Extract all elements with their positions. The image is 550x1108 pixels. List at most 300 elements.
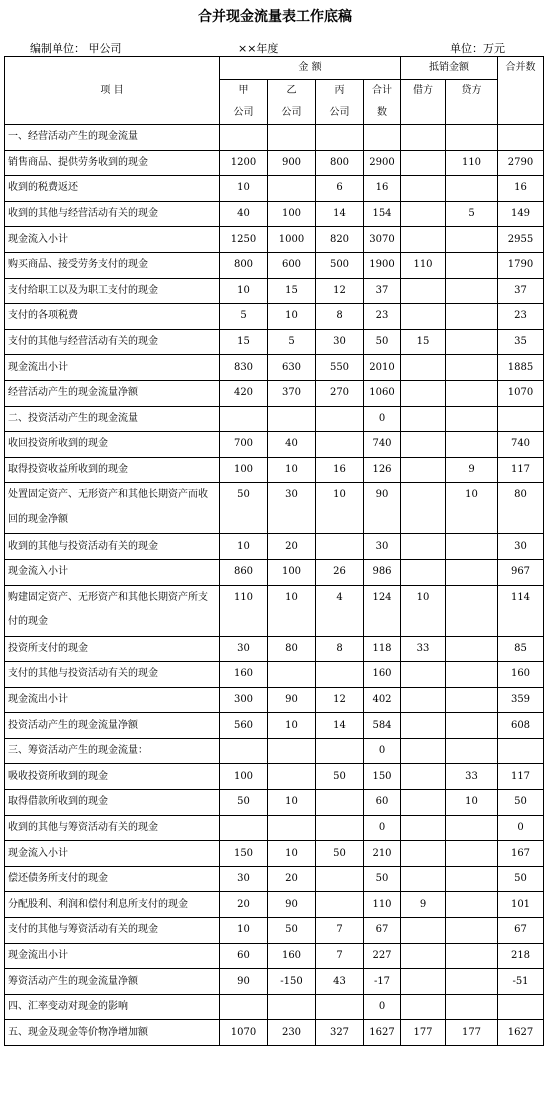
table-row: [5, 150, 544, 176]
table-row: [5, 559, 544, 585]
table-row: [5, 252, 544, 278]
table-row: [5, 278, 544, 304]
header-bing-sub: 公司: [316, 102, 364, 125]
table-row: [5, 994, 544, 1020]
cell-jia: 10: [220, 918, 268, 944]
cell-yi: 630: [268, 355, 316, 381]
cell-credit: [446, 969, 498, 995]
cell-consolidated: 80: [498, 483, 544, 534]
cell-total: 60: [364, 790, 401, 816]
cell-total: 90: [364, 483, 401, 534]
header-debit: 借方: [401, 80, 446, 125]
cell-jia: 110: [220, 585, 268, 636]
cell-yi: 20: [268, 866, 316, 892]
cell-yi: 10: [268, 790, 316, 816]
cell-total: 1900: [364, 252, 401, 278]
row-label: 收到的其他与投资活动有关的现金: [5, 534, 220, 560]
cell-yi: [268, 125, 316, 151]
cell-consolidated: 1790: [498, 252, 544, 278]
cell-debit: [401, 176, 446, 202]
cell-credit: [446, 815, 498, 841]
row-label: 现金流出小计: [5, 355, 220, 381]
cell-jia: 20: [220, 892, 268, 918]
cell-yi: 600: [268, 252, 316, 278]
cell-debit: [401, 662, 446, 688]
cell-bing: [316, 866, 364, 892]
cell-jia: 50: [220, 790, 268, 816]
cell-credit: [446, 380, 498, 406]
row-label: 投资所支付的现金: [5, 636, 220, 662]
cell-bing: 800: [316, 150, 364, 176]
cell-bing: 7: [316, 943, 364, 969]
cell-consolidated: 30: [498, 534, 544, 560]
header-yi-sub: 公司: [268, 102, 316, 125]
cell-jia: 30: [220, 636, 268, 662]
cell-yi: [268, 764, 316, 790]
table-row: [5, 713, 544, 739]
cell-yi: 5: [268, 329, 316, 355]
cell-debit: [401, 201, 446, 227]
table-row: [5, 969, 544, 995]
row-label: 分配股利、利润和偿付利息所支付的现金: [5, 892, 220, 918]
row-label: 一、经营活动产生的现金流量: [5, 125, 220, 151]
row-label: 三、筹资活动产生的现金流量：: [5, 738, 220, 764]
cell-credit: [446, 892, 498, 918]
header-consolidated: 合并数: [498, 57, 544, 125]
cell-jia: 5: [220, 304, 268, 330]
cell-bing: 50: [316, 841, 364, 867]
cell-yi: 20: [268, 534, 316, 560]
cell-debit: [401, 764, 446, 790]
cell-total: 110: [364, 892, 401, 918]
cell-total: 1627: [364, 1020, 401, 1046]
cell-total: 0: [364, 815, 401, 841]
cell-jia: 15: [220, 329, 268, 355]
cell-jia: 420: [220, 380, 268, 406]
cell-yi: 10: [268, 585, 316, 636]
cell-debit: [401, 790, 446, 816]
cell-bing: 8: [316, 304, 364, 330]
cell-debit: 33: [401, 636, 446, 662]
cell-bing: 50: [316, 764, 364, 790]
cell-yi: 10: [268, 841, 316, 867]
cell-credit: [446, 252, 498, 278]
cell-jia: 50: [220, 483, 268, 534]
cell-total: 23: [364, 304, 401, 330]
cell-bing: 500: [316, 252, 364, 278]
header-yi: 乙: [268, 80, 316, 103]
row-label: 购建固定资产、无形资产和其他长期资产所支付的现金: [5, 585, 220, 636]
cell-yi: 90: [268, 892, 316, 918]
cell-jia: 10: [220, 176, 268, 202]
cell-jia: 1070: [220, 1020, 268, 1046]
cell-jia: 860: [220, 559, 268, 585]
cell-yi: 230: [268, 1020, 316, 1046]
cell-consolidated: 167: [498, 841, 544, 867]
cell-consolidated: 160: [498, 662, 544, 688]
row-label: 取得投资收益所收到的现金: [5, 457, 220, 483]
row-label: 四、汇率变动对现金的影响: [5, 994, 220, 1020]
cell-yi: 90: [268, 687, 316, 713]
cell-consolidated: 0: [498, 815, 544, 841]
cell-debit: [401, 432, 446, 458]
row-label: 收到的其他与经营活动有关的现金: [5, 201, 220, 227]
cell-total: 986: [364, 559, 401, 585]
cell-consolidated: 2790: [498, 150, 544, 176]
row-label: 支付的其他与经营活动有关的现金: [5, 329, 220, 355]
cell-consolidated: 967: [498, 559, 544, 585]
cell-credit: [446, 125, 498, 151]
cell-total: 1060: [364, 380, 401, 406]
cell-debit: [401, 355, 446, 381]
cell-consolidated: 359: [498, 687, 544, 713]
cell-jia: 10: [220, 278, 268, 304]
cell-bing: 14: [316, 201, 364, 227]
cell-debit: [401, 227, 446, 253]
cell-debit: [401, 815, 446, 841]
cell-yi: [268, 994, 316, 1020]
cell-credit: [446, 406, 498, 432]
cell-debit: [401, 534, 446, 560]
cell-consolidated: 149: [498, 201, 544, 227]
cell-bing: 550: [316, 355, 364, 381]
cell-jia: 300: [220, 687, 268, 713]
cell-debit: 177: [401, 1020, 446, 1046]
cell-yi: 370: [268, 380, 316, 406]
cell-debit: [401, 125, 446, 151]
cell-jia: 560: [220, 713, 268, 739]
cell-credit: [446, 534, 498, 560]
cell-total: 0: [364, 406, 401, 432]
header-amount-group: 金 额: [220, 57, 401, 80]
cell-bing: 12: [316, 278, 364, 304]
cell-total: 124: [364, 585, 401, 636]
cell-jia: 100: [220, 457, 268, 483]
cell-debit: [401, 918, 446, 944]
row-label: 经营活动产生的现金流量净额: [5, 380, 220, 406]
cell-debit: [401, 866, 446, 892]
cell-credit: 9: [446, 457, 498, 483]
cell-yi: 1000: [268, 227, 316, 253]
table-row: [5, 432, 544, 458]
cell-total: 126: [364, 457, 401, 483]
cell-jia: 10: [220, 534, 268, 560]
row-label: 购买商品、接受劳务支付的现金: [5, 252, 220, 278]
cell-jia: [220, 815, 268, 841]
cell-yi: 40: [268, 432, 316, 458]
cell-bing: 4: [316, 585, 364, 636]
cell-consolidated: 23: [498, 304, 544, 330]
cell-bing: 16: [316, 457, 364, 483]
cell-debit: 9: [401, 892, 446, 918]
cell-yi: [268, 738, 316, 764]
row-label: 偿还债务所支付的现金: [5, 866, 220, 892]
cash-flow-worksheet-table: [4, 56, 544, 1046]
cell-bing: [316, 815, 364, 841]
cell-consolidated: 37: [498, 278, 544, 304]
row-label: 五、现金及现金等价物净增加额: [5, 1020, 220, 1046]
table-row: [5, 687, 544, 713]
table-row: [5, 636, 544, 662]
cell-credit: [446, 176, 498, 202]
cell-total: 154: [364, 201, 401, 227]
cell-bing: 10: [316, 483, 364, 534]
cell-consolidated: [498, 738, 544, 764]
cell-credit: [446, 841, 498, 867]
table-row: [5, 227, 544, 253]
row-label: 二、投资活动产生的现金流量: [5, 406, 220, 432]
cell-debit: 10: [401, 585, 446, 636]
cell-total: 3070: [364, 227, 401, 253]
cell-total: 2010: [364, 355, 401, 381]
cell-bing: [316, 662, 364, 688]
cell-consolidated: 85: [498, 636, 544, 662]
cell-bing: 30: [316, 329, 364, 355]
cell-yi: [268, 406, 316, 432]
table-row: [5, 483, 544, 534]
table-row: [5, 866, 544, 892]
cell-jia: 830: [220, 355, 268, 381]
cell-bing: 820: [316, 227, 364, 253]
cell-total: 0: [364, 738, 401, 764]
cell-debit: [401, 457, 446, 483]
cell-consolidated: 117: [498, 764, 544, 790]
page-title: 合并现金流量表工作底稿: [198, 9, 352, 25]
cell-consolidated: 2955: [498, 227, 544, 253]
cell-total: 160: [364, 662, 401, 688]
cell-total: 50: [364, 329, 401, 355]
table-row: [5, 201, 544, 227]
header-total-sub: 数: [364, 102, 401, 125]
cell-consolidated: 16: [498, 176, 544, 202]
cell-bing: 26: [316, 559, 364, 585]
cell-yi: 100: [268, 559, 316, 585]
cell-total: 37: [364, 278, 401, 304]
row-label: 吸收投资所收到的现金: [5, 764, 220, 790]
cell-bing: 12: [316, 687, 364, 713]
cell-bing: 7: [316, 918, 364, 944]
table-row: [5, 585, 544, 636]
cell-credit: [446, 713, 498, 739]
table-row: [5, 176, 544, 202]
cell-debit: [401, 483, 446, 534]
cell-consolidated: [498, 994, 544, 1020]
table-row: [5, 329, 544, 355]
cell-consolidated: 1070: [498, 380, 544, 406]
row-label: 收回投资所收到的现金: [5, 432, 220, 458]
row-label: 现金流出小计: [5, 943, 220, 969]
cell-yi: 900: [268, 150, 316, 176]
cell-jia: [220, 406, 268, 432]
table-row: [5, 943, 544, 969]
cell-bing: [316, 432, 364, 458]
cell-jia: 30: [220, 866, 268, 892]
cell-bing: 43: [316, 969, 364, 995]
row-label: 支付的其他与筹资活动有关的现金: [5, 918, 220, 944]
header-bing: 丙: [316, 80, 364, 103]
cell-bing: 327: [316, 1020, 364, 1046]
cell-bing: 6: [316, 176, 364, 202]
cell-debit: [401, 994, 446, 1020]
cell-consolidated: 67: [498, 918, 544, 944]
cell-credit: [446, 585, 498, 636]
table-row: [5, 457, 544, 483]
cell-consolidated: [498, 125, 544, 151]
table-row: [5, 380, 544, 406]
cell-jia: [220, 125, 268, 151]
cell-yi: 30: [268, 483, 316, 534]
cell-consolidated: 740: [498, 432, 544, 458]
cell-credit: [446, 943, 498, 969]
row-label: 现金流出小计: [5, 687, 220, 713]
row-label: 支付的其他与投资活动有关的现金: [5, 662, 220, 688]
cell-credit: 10: [446, 483, 498, 534]
cell-total: 227: [364, 943, 401, 969]
cell-consolidated: 114: [498, 585, 544, 636]
cell-debit: [401, 713, 446, 739]
cell-credit: [446, 559, 498, 585]
row-label: 收到的税费返还: [5, 176, 220, 202]
cell-credit: [446, 662, 498, 688]
cell-bing: [316, 534, 364, 560]
table-row: [5, 892, 544, 918]
cell-total: 30: [364, 534, 401, 560]
cell-yi: 15: [268, 278, 316, 304]
table-row: [5, 918, 544, 944]
cell-jia: 800: [220, 252, 268, 278]
row-label: 处置固定资产、无形资产和其他长期资产而收回的现金净额: [5, 483, 220, 534]
cell-yi: 10: [268, 457, 316, 483]
header-item: 项 目: [5, 57, 220, 125]
cell-credit: [446, 227, 498, 253]
cell-debit: [401, 687, 446, 713]
cell-yi: [268, 662, 316, 688]
cell-consolidated: 50: [498, 866, 544, 892]
cell-yi: [268, 176, 316, 202]
cell-credit: 10: [446, 790, 498, 816]
row-label: 投资活动产生的现金流量净额: [5, 713, 220, 739]
cell-total: 16: [364, 176, 401, 202]
header-total: 合计: [364, 80, 401, 103]
cell-yi: 10: [268, 304, 316, 330]
cell-jia: 100: [220, 764, 268, 790]
row-label: 支付的各项税费: [5, 304, 220, 330]
cell-consolidated: 1885: [498, 355, 544, 381]
cell-credit: 33: [446, 764, 498, 790]
row-label: 支付给职工以及为职工支付的现金: [5, 278, 220, 304]
table-row: [5, 355, 544, 381]
cell-yi: [268, 815, 316, 841]
table-row: [5, 790, 544, 816]
cell-total: 67: [364, 918, 401, 944]
cell-total: 402: [364, 687, 401, 713]
cell-consolidated: [498, 406, 544, 432]
cell-bing: [316, 406, 364, 432]
table-row: [5, 534, 544, 560]
cell-jia: 1250: [220, 227, 268, 253]
table-row: [5, 304, 544, 330]
table-row: [5, 738, 544, 764]
table-row: [5, 815, 544, 841]
table-row: [5, 1020, 544, 1046]
header-credit: 贷方: [446, 80, 498, 125]
cell-credit: [446, 918, 498, 944]
row-label: 现金流入小计: [5, 227, 220, 253]
row-label: 取得借款所收到的现金: [5, 790, 220, 816]
cell-credit: [446, 278, 498, 304]
cell-yi: 160: [268, 943, 316, 969]
cell-credit: [446, 866, 498, 892]
cell-total: 118: [364, 636, 401, 662]
cell-jia: 60: [220, 943, 268, 969]
cell-total: 150: [364, 764, 401, 790]
cell-debit: [401, 943, 446, 969]
row-label: 销售商品、提供劳务收到的现金: [5, 150, 220, 176]
table-row: [5, 841, 544, 867]
cell-yi: 80: [268, 636, 316, 662]
cell-debit: [401, 150, 446, 176]
cell-consolidated: 50: [498, 790, 544, 816]
cell-jia: [220, 738, 268, 764]
cell-credit: [446, 355, 498, 381]
fiscal-period: ××年度: [238, 42, 279, 55]
table-row: [5, 662, 544, 688]
cell-consolidated: -51: [498, 969, 544, 995]
cell-credit: [446, 738, 498, 764]
compiling-unit: 编制单位： 甲公司: [30, 42, 122, 55]
cell-total: 210: [364, 841, 401, 867]
cell-consolidated: 608: [498, 713, 544, 739]
cell-consolidated: 1627: [498, 1020, 544, 1046]
row-label: 现金流入小计: [5, 559, 220, 585]
cell-credit: 177: [446, 1020, 498, 1046]
table-row: [5, 406, 544, 432]
cell-credit: [446, 432, 498, 458]
cell-jia: 150: [220, 841, 268, 867]
cell-total: 50: [364, 866, 401, 892]
cell-debit: 110: [401, 252, 446, 278]
cell-credit: 110: [446, 150, 498, 176]
cell-yi: 100: [268, 201, 316, 227]
cell-bing: 14: [316, 713, 364, 739]
table-row: [5, 764, 544, 790]
currency-unit: 单位：万元: [450, 42, 505, 55]
cell-jia: 1200: [220, 150, 268, 176]
cell-bing: [316, 790, 364, 816]
cell-consolidated: 117: [498, 457, 544, 483]
cell-bing: [316, 892, 364, 918]
cell-total: 2900: [364, 150, 401, 176]
header-offset-group: 抵销金额: [401, 57, 498, 80]
cell-jia: 40: [220, 201, 268, 227]
cell-jia: [220, 994, 268, 1020]
cell-total: 740: [364, 432, 401, 458]
cell-jia: 90: [220, 969, 268, 995]
cell-credit: [446, 329, 498, 355]
cell-total: 584: [364, 713, 401, 739]
header-jia-sub: 公司: [220, 102, 268, 125]
cell-debit: [401, 406, 446, 432]
cell-debit: [401, 969, 446, 995]
cell-jia: 700: [220, 432, 268, 458]
header-jia: 甲: [220, 80, 268, 103]
cell-consolidated: 218: [498, 943, 544, 969]
cell-bing: [316, 738, 364, 764]
cell-consolidated: 101: [498, 892, 544, 918]
cell-credit: [446, 304, 498, 330]
cell-jia: 160: [220, 662, 268, 688]
cell-bing: [316, 994, 364, 1020]
